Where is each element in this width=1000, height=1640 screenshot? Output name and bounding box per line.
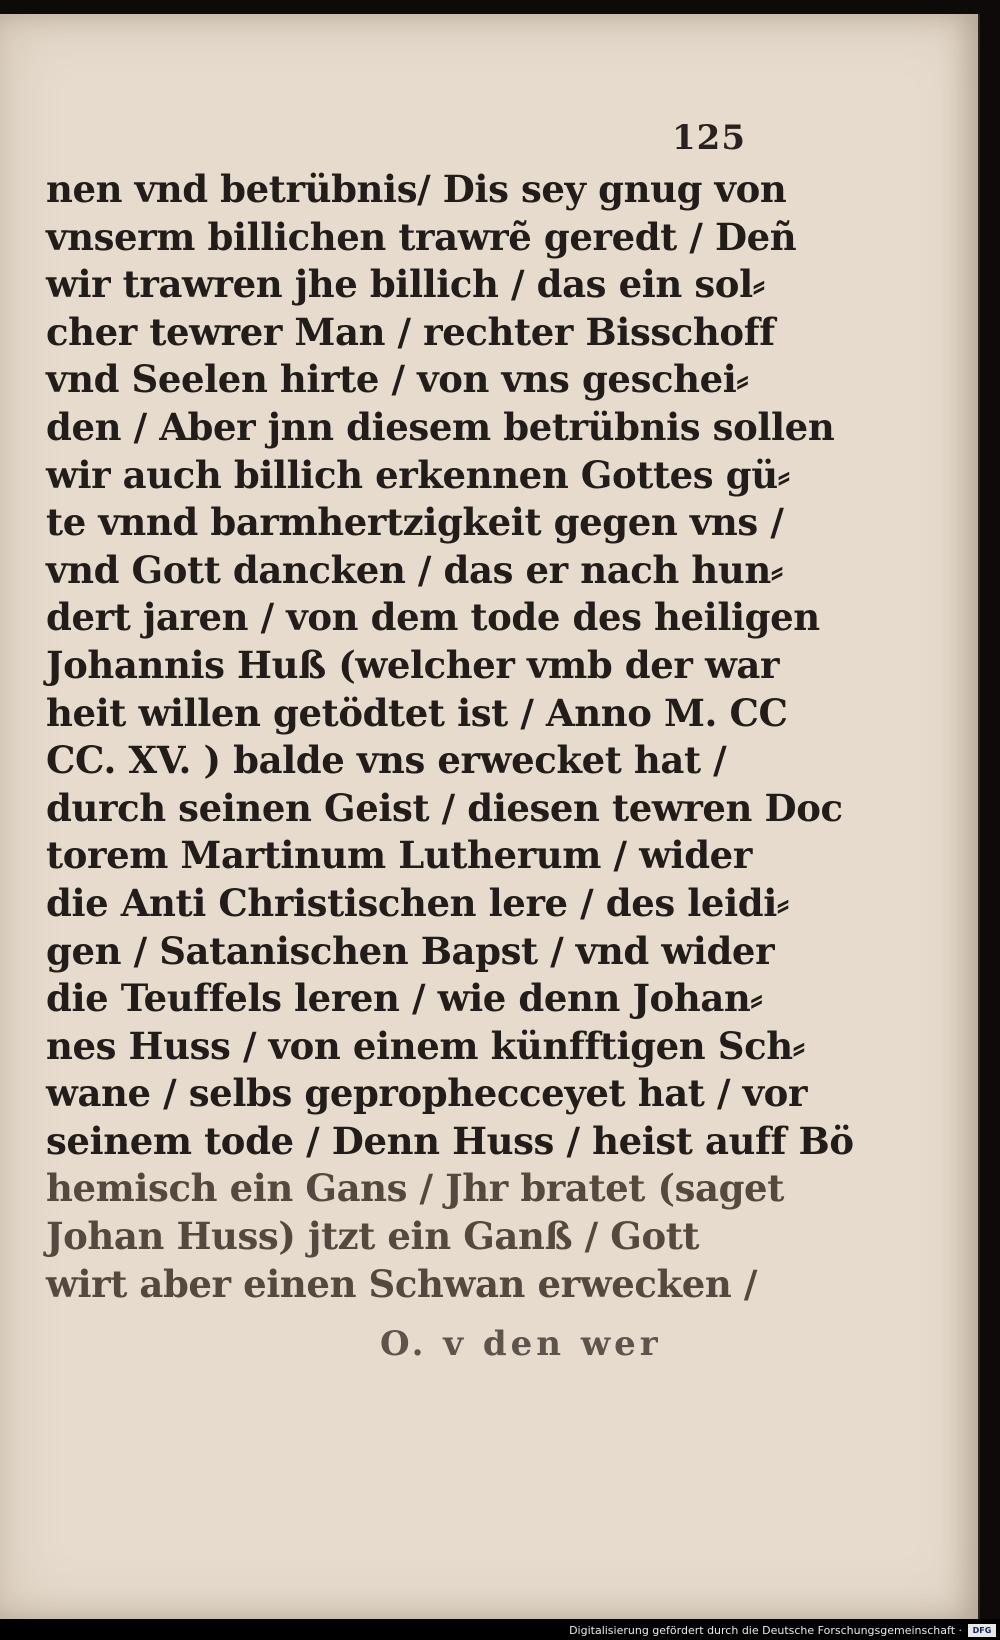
- body-text: [46, 166, 854, 1308]
- text-line: wirt aber einen Schwan erwecken /: [46, 1261, 757, 1306]
- book-page: [0, 14, 980, 1619]
- text-line: wir trawren jhe billich / das ein sol⸗: [46, 262, 765, 307]
- text-line: nen vnd betrübnis/ Dis sey gnug von: [46, 167, 787, 211]
- text-line: vnd Gott dancken / das er nach hun⸗: [46, 547, 783, 592]
- text-line: dert jaren / von dem tode des heiligen: [46, 595, 820, 640]
- text-line: Johannis Huß (welcher vmb der war: [46, 642, 780, 687]
- text-line: torem Martinum Lutherum / wider: [46, 833, 752, 878]
- text-line: vnd Seelen hirte / von vns geschei⸗: [46, 357, 749, 402]
- text-line: cher tewrer Man / rechter Bisschoff: [46, 309, 775, 354]
- text-line: vnserm billichen trawrẽ geredt / Deñ: [46, 214, 797, 259]
- text-line: den / Aber jnn diesem betrübnis sollen: [46, 404, 835, 449]
- funding-notice: Digitalisierung gefördert durch die Deutsche Forschungsgemeinschaft ·: [569, 1624, 962, 1637]
- dfg-logo-icon: DFG: [968, 1624, 996, 1637]
- catchword: O. v den wer: [380, 1324, 662, 1364]
- text-line: Johan Huss) jtzt ein Ganß / Gott: [46, 1214, 700, 1259]
- footer-bar: [0, 1619, 1000, 1640]
- text-line: CC. XV. ) balde vns erwecket hat /: [46, 738, 727, 783]
- text-line: te vnnd barmhertzigkeit gegen vns /: [46, 500, 784, 545]
- text-line: hemisch ein Gans / Jhr bratet (saget: [46, 1166, 784, 1211]
- text-line: nes Huss / von einem künfftigen Sch⸗: [46, 1023, 805, 1068]
- text-line: gen / Satanischen Bapst / vnd wider: [46, 928, 775, 973]
- text-line: wane / selbs geprophecceyet hat / vor: [46, 1071, 808, 1116]
- text-line: wir auch billich erkennen Gottes gü⸗: [46, 452, 790, 497]
- page-number: 125: [672, 118, 746, 158]
- text-line: die Teuffels leren / wie denn Johan⸗: [46, 976, 763, 1021]
- text-line: heit willen getödtet ist / Anno M. CC: [46, 690, 788, 735]
- text-line: durch seinen Geist / diesen tewren Doc: [46, 785, 843, 830]
- text-line: die Anti Christischen lere / des leidi⸗: [46, 880, 789, 925]
- text-line: seinem tode / Denn Huss / heist auff Bö: [46, 1118, 854, 1163]
